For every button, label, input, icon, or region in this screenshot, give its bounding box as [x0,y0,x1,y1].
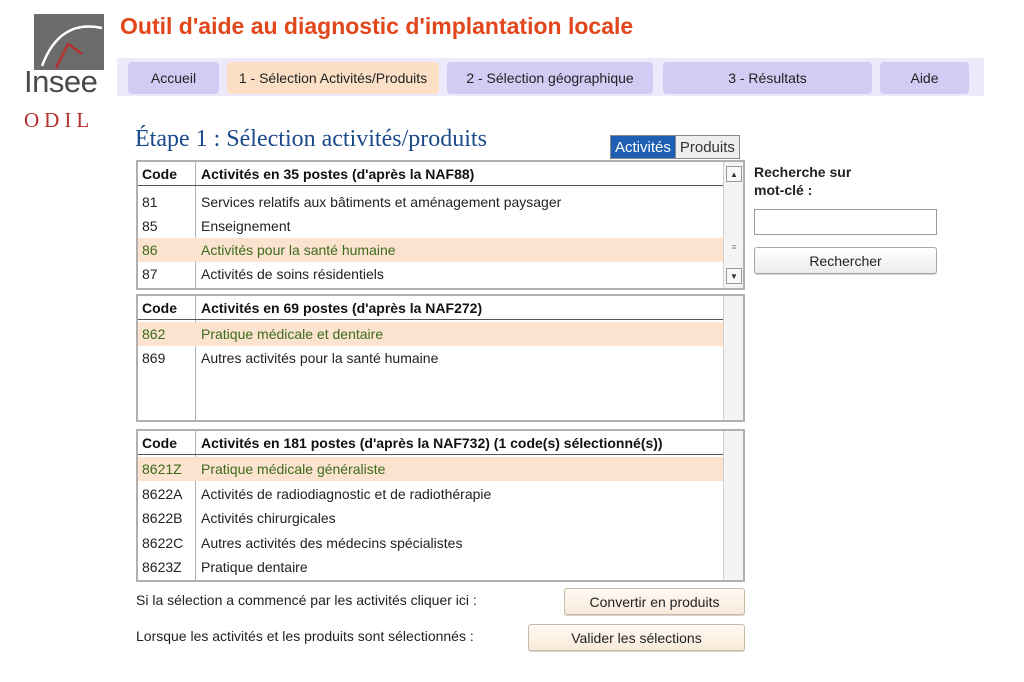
toggle-produits[interactable]: Produits [675,136,739,158]
column-header-label: Activités en 69 postes (d'après la NAF272) [201,299,483,316]
search-button[interactable]: Rechercher [754,247,937,274]
column-header-code: Code [138,162,196,185]
row-label: Pratique médicale et dentaire [201,326,384,342]
row-label: Pratique dentaire [201,559,308,575]
row-label: Activités de radiodiagnostic et de radiothérapie [201,486,492,502]
row-label: Autres activités pour la santé humaine [201,350,439,366]
row-code: 8622C [142,535,184,551]
naf732-header [138,431,725,455]
column-header-code: Code [138,431,196,454]
main-nav [117,58,984,96]
tab-selection-activites[interactable]: 1 - Sélection Activités/Produits [227,62,439,94]
list-item[interactable] [138,555,725,579]
naf732-list[interactable] [136,429,745,582]
toggle-activites[interactable]: Activités [611,136,675,158]
column-header-code: Code [138,296,196,319]
logo-name: Insee [24,64,98,99]
tab-resultats[interactable]: 3 - Résultats [663,62,872,94]
list-item-selected[interactable] [138,238,725,262]
row-code: 86 [142,242,158,258]
step-title: Étape 1 : Sélection activités/produits [135,126,487,152]
keyword-search-input[interactable] [754,209,937,235]
insee-logo [22,14,107,132]
validate-selections-button[interactable]: Valider les sélections [528,624,745,651]
tab-accueil[interactable]: Accueil [128,62,219,94]
search-label: Recherche sur mot-clé : [754,164,852,198]
row-label: Activités de soins résidentiels [201,266,384,282]
row-label: Enseignement [201,218,291,234]
row-label: Pratique médicale généraliste [201,461,386,477]
row-label: Activités pour la santé humaine [201,242,396,258]
row-code: 85 [142,218,158,234]
row-label: Autres activités des médecins spécialistes [201,535,463,551]
validate-instruction: Lorsque les activités et les produits sont sélectionnés : [136,628,474,644]
list-item[interactable] [138,214,725,238]
row-label: Services relatifs aux bâtiments et aménagement paysager [201,194,562,210]
insee-logo-mark-icon [34,14,104,70]
naf88-header [138,162,725,186]
tab-aide[interactable]: Aide [880,62,969,94]
naf272-header [138,296,725,320]
list-item[interactable] [138,531,725,555]
convert-to-products-button[interactable]: Convertir en produits [564,588,745,615]
row-code: 8623Z [142,559,182,575]
logo-subtitle: ODIL [24,108,95,132]
row-code: 8622B [142,510,183,526]
naf272-scrollbar[interactable] [723,296,743,420]
scroll-thumb-icon[interactable]: ≡ [731,242,737,252]
column-header-label: Activités en 35 postes (d'après la NAF88) [201,165,475,182]
list-item[interactable] [138,482,725,506]
list-item[interactable] [138,190,725,214]
naf88-list[interactable] [136,160,745,290]
list-item[interactable] [138,506,725,530]
row-code: 869 [142,350,166,366]
row-code: 87 [142,266,158,282]
list-item[interactable] [138,262,725,286]
row-code: 8621Z [142,461,182,477]
list-item-selected[interactable] [138,457,725,481]
tab-selection-geographique[interactable]: 2 - Sélection géographique [447,62,653,94]
naf88-scrollbar[interactable] [723,162,743,288]
naf732-scrollbar[interactable] [723,431,743,580]
scroll-up-icon[interactable]: ▲ [726,166,742,182]
activites-produits-toggle [610,135,740,159]
convert-instruction: Si la sélection a commencé par les activités cliquer ici : [136,592,477,608]
row-code: 862 [142,326,166,342]
naf272-list[interactable] [136,294,745,422]
app-title: Outil d'aide au diagnostic d'implantation locale [120,13,634,39]
scroll-down-icon[interactable]: ▼ [726,268,742,284]
row-code: 8622A [142,486,183,502]
list-item[interactable] [138,346,725,370]
column-header-label: Activités en 181 postes (d'après la NAF732) (1 code(s) sélectionné(s)) [201,434,663,451]
row-code: 81 [142,194,158,210]
row-label: Activités chirurgicales [201,510,336,526]
list-item-selected[interactable] [138,322,725,346]
